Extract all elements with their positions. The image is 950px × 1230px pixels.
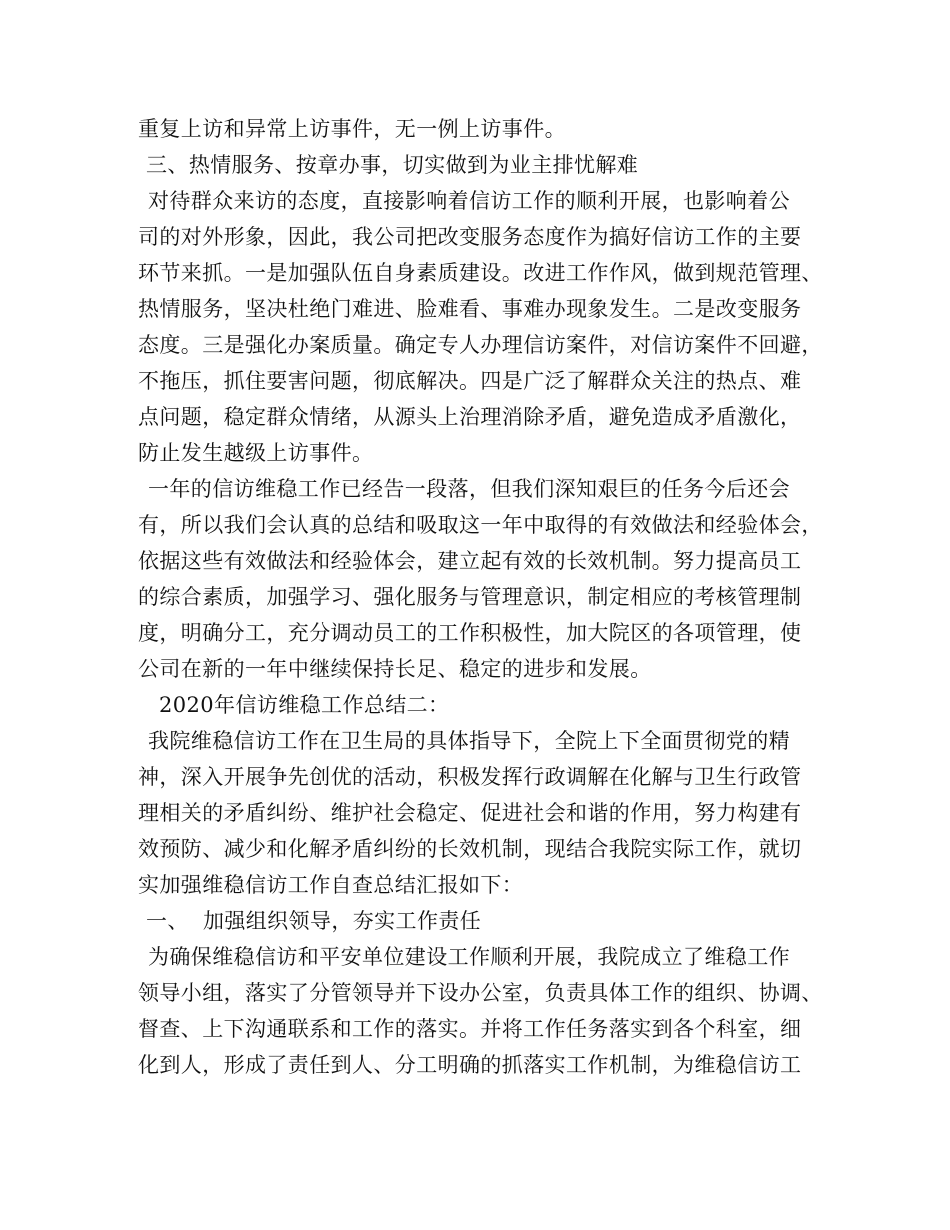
text-line: 效预防、减少和化解矛盾纠纷的长效机制，现结合我院实际工作，就切 <box>138 837 802 861</box>
text-line: 的综合素质，加强学习、强化服务与管理意识，制定相应的考核管理制 <box>138 585 802 609</box>
text-line: 有，所以我们会认真的总结和吸取这一年中取得的有效做法和经验体会， <box>138 513 823 537</box>
section-heading: 三、热情服务、按章办事，切实做到为业主排忧解难 <box>146 153 639 177</box>
text-line: 依据这些有效做法和经验体会，建立起有效的长效机制。努力提高员工 <box>138 549 802 573</box>
text-line: 点问题，稳定群众情绪，从源头上治理消除矛盾，避免造成矛盾激化， <box>138 405 802 429</box>
text-line: 度，明确分工，充分调动员工的工作积极性，加大院区的各项管理，使 <box>138 621 802 645</box>
section-title: 2020年信访维稳工作总结二： <box>159 693 450 717</box>
text-line: 公司在新的一年中继续保持长足、稳定的进步和发展。 <box>138 657 652 681</box>
text-line: 督查、上下沟通联系和工作的落实。并将工作任务落实到各个科室，细 <box>138 1017 802 1041</box>
text-line: 领导小组，落实了分管领导并下设办公室，负责具体工作的组织、协调、 <box>138 981 823 1005</box>
text-line: 神，深入开展争先创优的活动，积极发挥行政调解在化解与卫生行政管 <box>138 765 802 789</box>
text-line: 化到人，形成了责任到人、分工明确的抓落实工作机制，为维稳信访工 <box>138 1053 802 1077</box>
document-body <box>138 111 823 1083</box>
text-line: 不拖压，抓住要害问题，彻底解决。四是广泛了解群众关注的热点、难 <box>138 369 802 393</box>
text-line: 对待群众来访的态度，直接影响着信访工作的顺利开展，也影响着公 <box>148 189 790 213</box>
text-line: 为确保维稳信访和平安单位建设工作顺利开展，我院成立了维稳工作 <box>148 945 790 969</box>
section-heading: 一、 加强组织领导，夯实工作责任 <box>146 909 482 933</box>
text-line: 实加强维稳信访工作自查总结汇报如下： <box>138 873 524 897</box>
text-line: 一年的信访维稳工作已经告一段落，但我们深知艰巨的任务今后还会 <box>148 477 790 501</box>
text-line: 理相关的矛盾纠纷、维护社会稳定、促进社会和谐的作用，努力构建有 <box>138 801 802 825</box>
text-line: 重复上访和异常上访事件，无一例上访事件。 <box>138 117 566 141</box>
text-line: 我院维稳信访工作在卫生局的具体指导下，全院上下全面贯彻党的精 <box>148 729 790 753</box>
text-line: 热情服务，坚决杜绝门难进、脸难看、事难办现象发生。二是改变服务 <box>138 297 802 321</box>
text-line: 司的对外形象，因此，我公司把改变服务态度作为搞好信访工作的主要 <box>138 225 802 249</box>
text-line: 防止发生越级上访事件。 <box>138 441 374 465</box>
text-line: 态度。三是强化办案质量。确定专人办理信访案件，对信访案件不回避， <box>138 333 823 357</box>
text-line: 环节来抓。一是加强队伍自身素质建设。改进工作作风，做到规范管理、 <box>138 261 823 285</box>
